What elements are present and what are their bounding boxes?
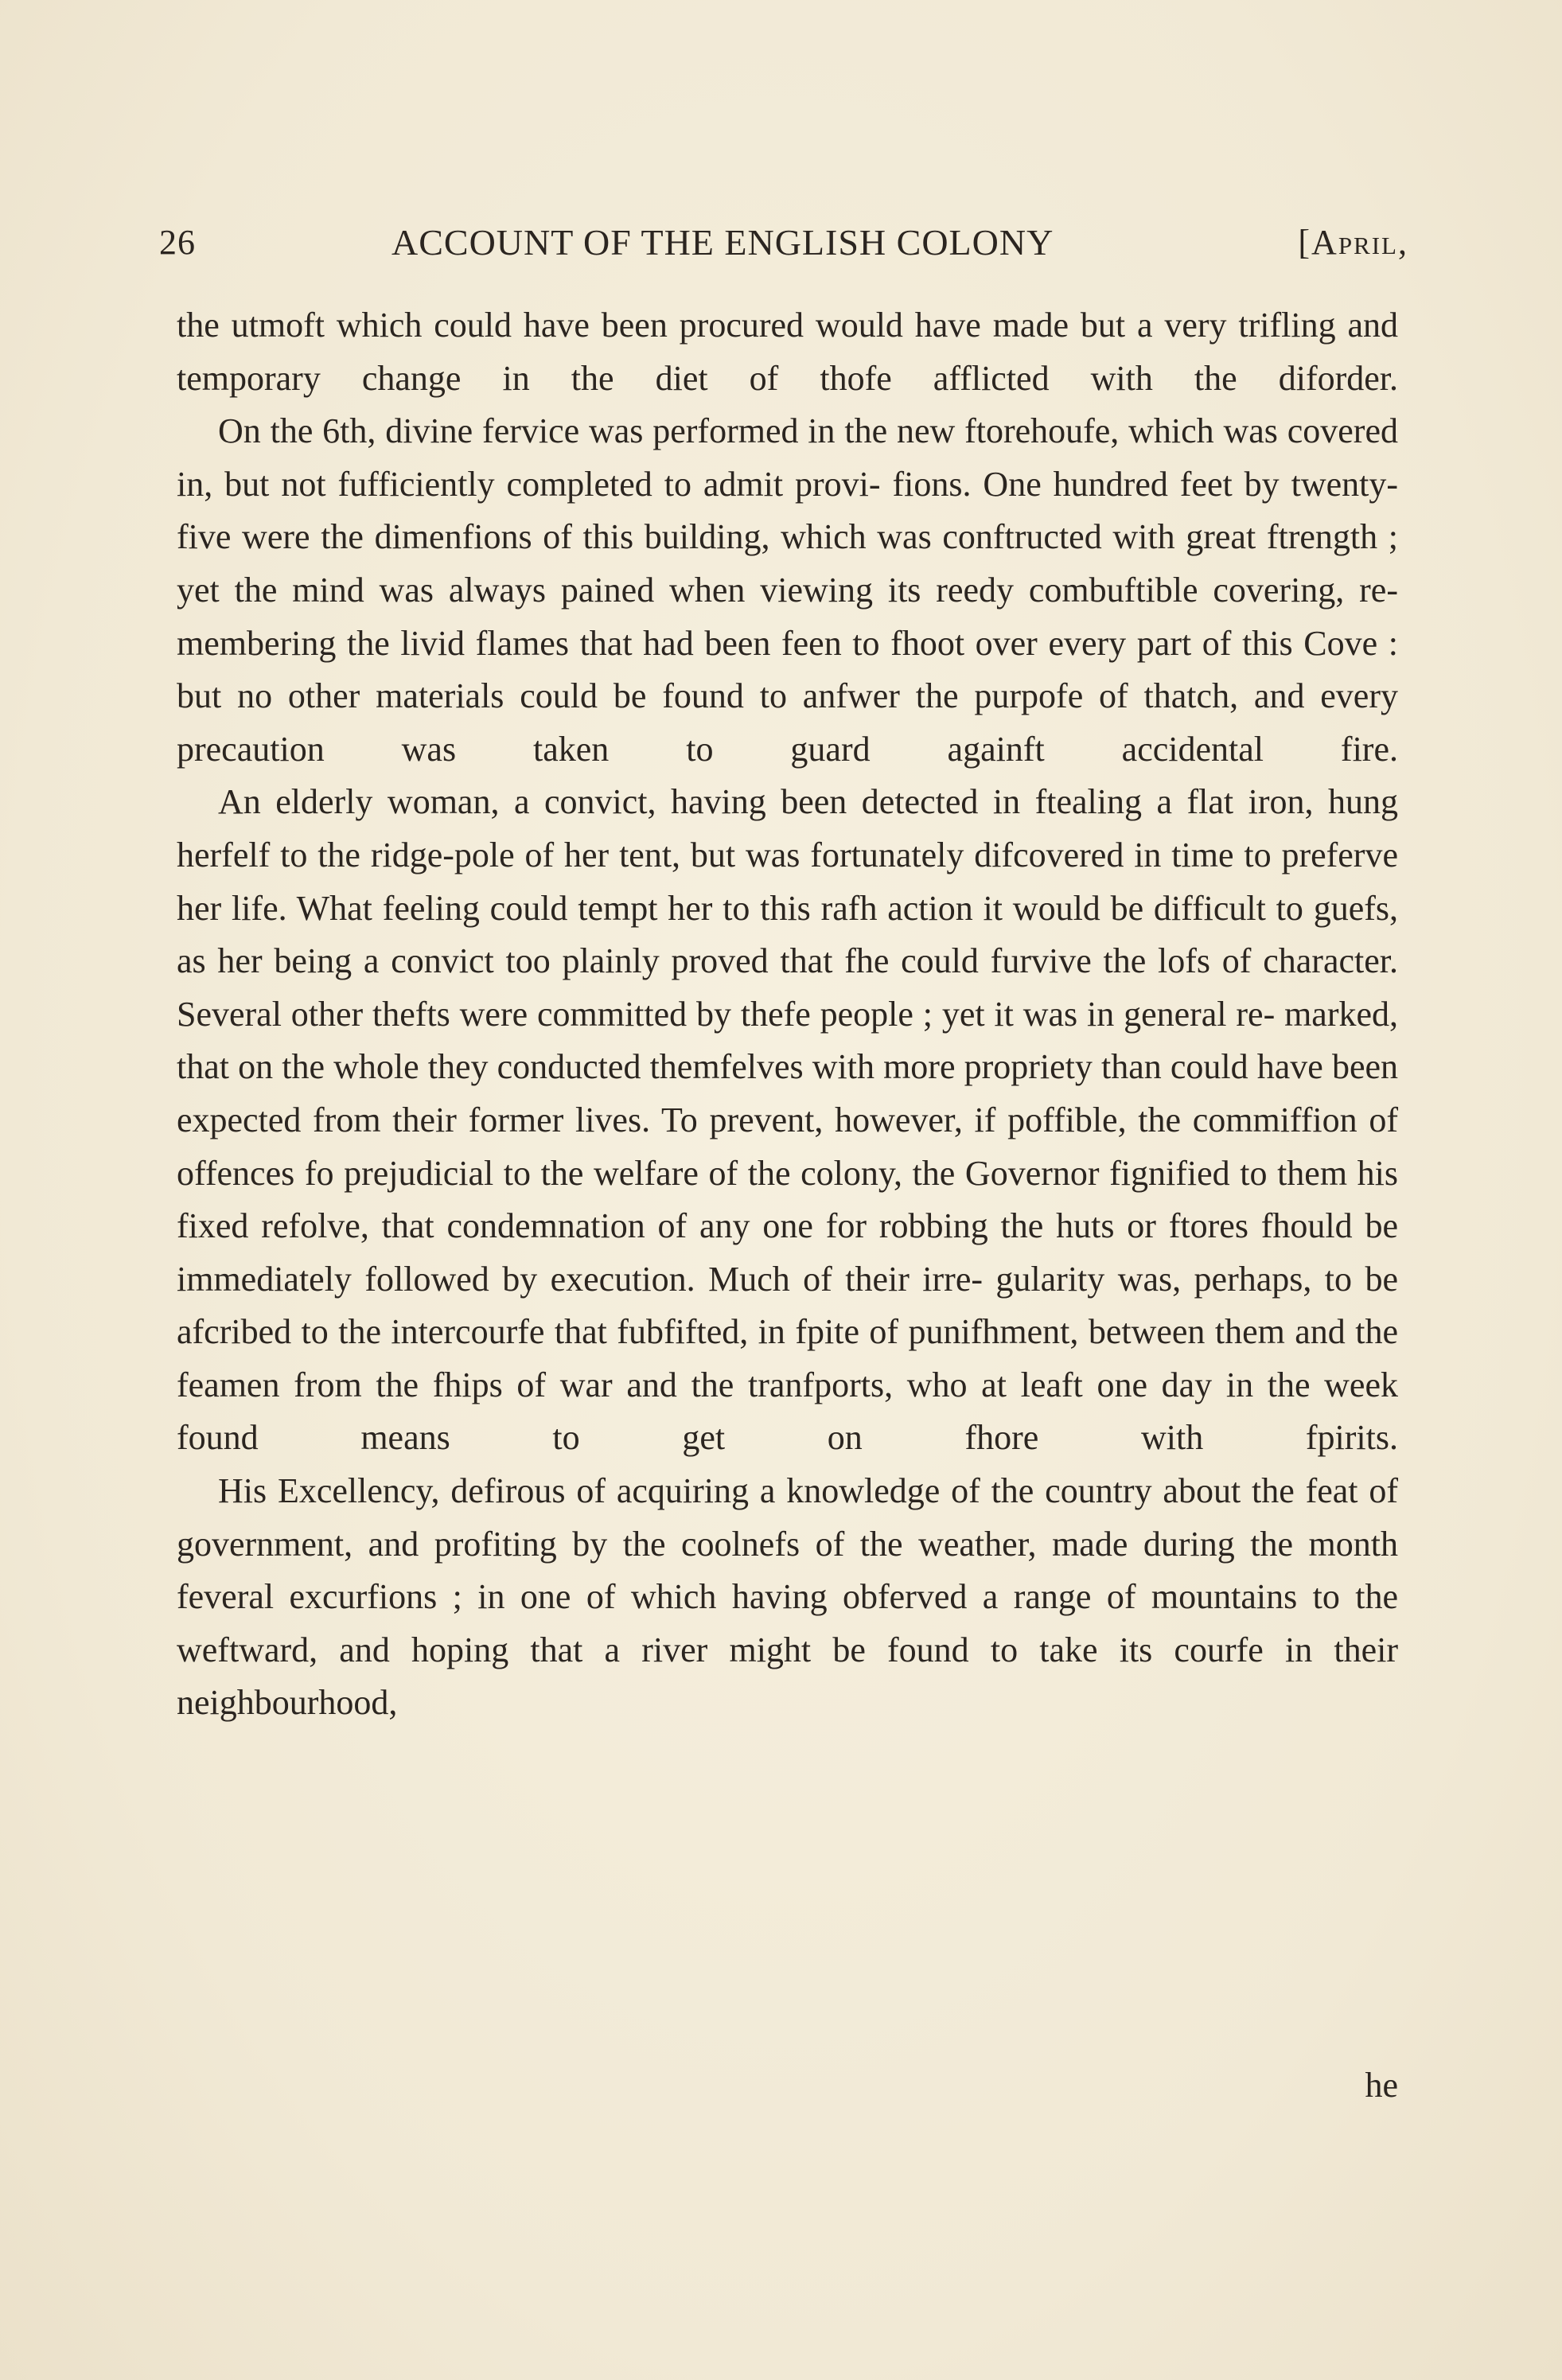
paragraph-4: His Excellency, defirous of acquiring a knowledge of the country about the feat of government, and profiting by the coolnefs of the weather, made during the month feveral excurfions ; in one of which having obferved a range of mountains to the weftward, and hoping that a river might be found to take its courfe in their neighbourhood, (177, 1471, 1398, 1723)
body-text (177, 299, 1398, 1730)
running-title: ACCOUNT OF THE ENGLISH COLONY (391, 222, 1054, 263)
page-header (159, 215, 1408, 271)
section-mark: [April, (1298, 223, 1408, 262)
paragraph-3: An elderly woman, a convict, having been detected in ftealing a flat iron, hung herfelf to the ridge-pole of her tent, but was fortunately difcovered in time to preferve her life. What feeling could tempt her to this rafh action it would be difficult to guefs, as her being a convict too plainly proved that fhe could furvive the lofs of character. Several other thefts were committed by thefe people ; yet it was in general re- marked, that on the whole they conducted themfelves with more propriety than could have been expected from their former lives. To prevent, however, if poffible, the commiffion of offences fo prejudicial to the welfare of the colony, the Governor fignified to them his fixed refolve, that condemnation of any one for robbing the huts or ftores fhould be immediately followed by execution. Much of their irre- gularity was, perhaps, to be afcribed to the intercourfe that fubfifted, in fpite of punifhment, between them and the feamen from the fhips of war and the tranfports, who at leaft one day in the week found means to get on fhore with fpirits. (177, 782, 1398, 1458)
page-number: 26 (159, 223, 196, 262)
catchword: he (1365, 2066, 1398, 2105)
paragraph-2: On the 6th, divine fervice was performed in the new ftorehoufe, which was covered in, but not fufficiently completed to admit provi- fions. One hundred feet by twenty-five were the dimenfions of this building, which was conftructed with great ftrength ; yet the mind was always pained when viewing its reedy combuftible covering, re- membering the livid flames that had been feen to fhoot over every part of this Cove : but no other materials could be found to anfwer the purpofe of thatch, and every precaution was taken to guard againft accidental fire. (177, 411, 1398, 769)
paragraph-1: the utmoft which could have been procured would have made but a very trifling and temporary change in the diet of thofe afflicted with the diforder. (177, 306, 1398, 398)
